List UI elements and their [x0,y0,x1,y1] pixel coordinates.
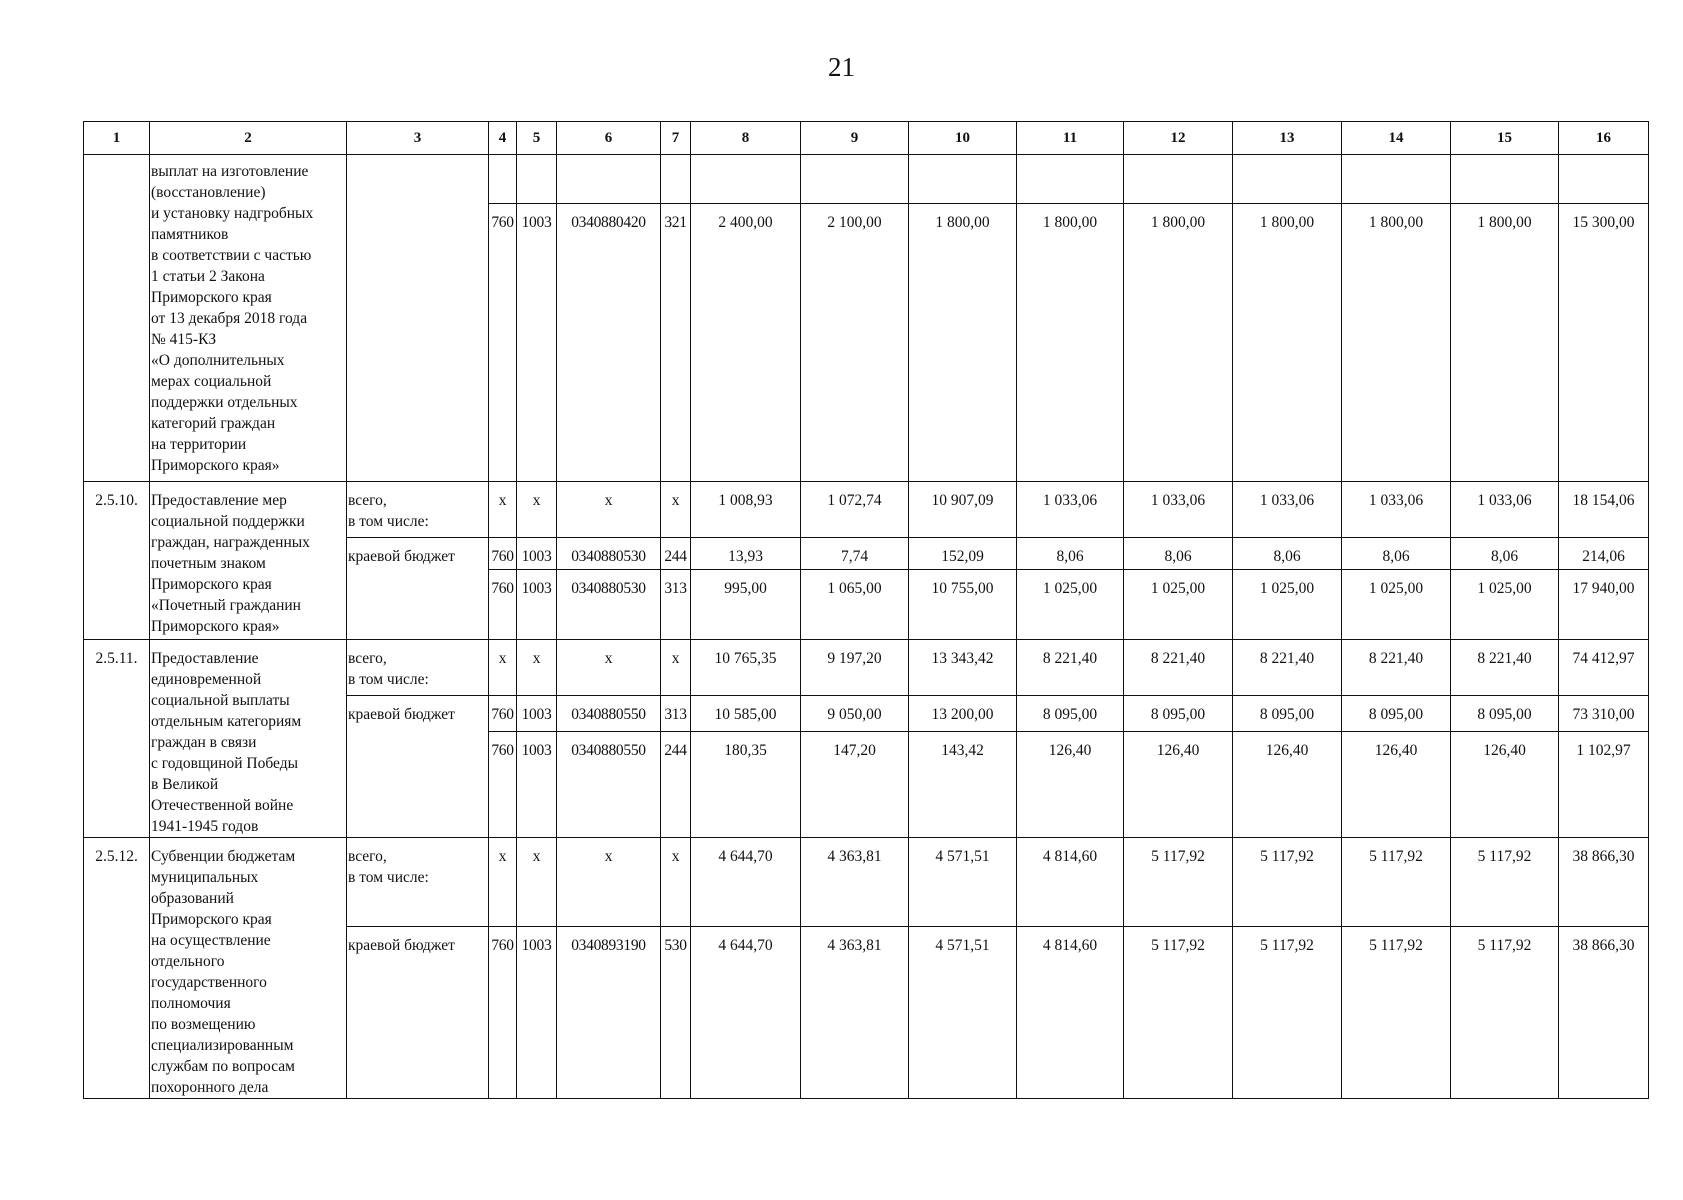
value-cell: 2 400,00 [691,204,801,482]
value-cell: 126,40 [1017,732,1124,838]
value-cell: 1 033,06 [1124,482,1233,538]
code-cell: 0340893190 [557,926,661,1098]
header-col: 13 [1233,122,1342,155]
code-cell: 0340880530 [557,570,661,640]
value-cell: 5 117,92 [1451,838,1559,927]
total-label: всего, в том числе: [347,482,489,538]
value-cell: 126,40 [1233,732,1342,838]
item-description: Субвенции бюджетам муниципальных образований Приморского края на осуществление отдельного государственного полномочия по возмещению специализированным службам по вопросам похоронного дела [150,838,347,1099]
code-cell: 1003 [517,570,557,640]
code-cell: x [661,482,691,538]
value-cell: 152,09 [909,538,1017,570]
table-row [84,838,1649,927]
header-col: 5 [517,122,557,155]
code-cell: 0340880420 [557,204,661,482]
value-cell: 8 095,00 [1124,696,1233,732]
code-cell: 313 [661,696,691,732]
value-cell: 8 095,00 [1451,696,1559,732]
total-label: всего, в том числе: [347,838,489,927]
value-cell: 4 814,60 [1017,838,1124,927]
code-cell: 1003 [517,204,557,482]
value-cell: 8 221,40 [1233,640,1342,696]
code-cell: 760 [489,204,517,482]
budget-label: краевой бюджет [347,538,489,640]
value-cell: 1 025,00 [1451,570,1559,640]
budget-label: краевой бюджет [347,696,489,838]
value-cell: 13,93 [691,538,801,570]
header-col: 8 [691,122,801,155]
value-cell: 1 025,00 [1017,570,1124,640]
value-cell: 126,40 [1451,732,1559,838]
value-cell: 13 200,00 [909,696,1017,732]
value-cell: 73 310,00 [1559,696,1649,732]
value-cell: 5 117,92 [1124,926,1233,1098]
value-cell: 180,35 [691,732,801,838]
code-cell: 313 [661,570,691,640]
header-col: 9 [801,122,909,155]
value-cell: 126,40 [1342,732,1451,838]
value-cell: 5 117,92 [1451,926,1559,1098]
total-label: всего, в том числе: [347,640,489,696]
value-cell: 1 072,74 [801,482,909,538]
value-cell: 126,40 [1124,732,1233,838]
value-cell: 74 412,97 [1559,640,1649,696]
value-cell: 1 025,00 [1342,570,1451,640]
item-id: 2.5.12. [84,838,150,1099]
code-cell: x [489,482,517,538]
value-cell: 10 765,35 [691,640,801,696]
value-cell: 4 814,60 [1017,926,1124,1098]
code-cell: 760 [489,926,517,1098]
value-cell: 1 800,00 [909,204,1017,482]
value-cell: 4 571,51 [909,926,1017,1098]
header-col: 2 [150,122,347,155]
value-cell: 143,42 [909,732,1017,838]
header-col: 3 [347,122,489,155]
code-cell: x [661,838,691,927]
code-cell: 530 [661,926,691,1098]
value-cell: 8,06 [1451,538,1559,570]
code-cell: 1003 [517,696,557,732]
code-cell: 244 [661,732,691,838]
budget-table [83,121,1649,1099]
value-cell: 4 571,51 [909,838,1017,927]
code-cell: x [557,640,661,696]
value-cell: 13 343,42 [909,640,1017,696]
value-cell: 9 197,20 [801,640,909,696]
value-cell: 5 117,92 [1124,838,1233,927]
value-cell: 1 102,97 [1559,732,1649,838]
header-col: 10 [909,122,1017,155]
item-id: 2.5.11. [84,640,150,838]
value-cell: 147,20 [801,732,909,838]
value-cell: 1 800,00 [1342,204,1451,482]
code-cell: x [489,838,517,927]
table-row [84,482,1649,538]
value-cell: 8,06 [1124,538,1233,570]
item-description: Предоставление единовременной социальной выплаты отдельным категориям граждан в связи с годовщиной Победы в Великой Отечественной войне 1941-1945 годов [150,640,347,838]
header-col: 7 [661,122,691,155]
value-cell: 4 644,70 [691,926,801,1098]
value-cell: 995,00 [691,570,801,640]
page-number: 21 [828,52,855,82]
value-cell: 4 363,81 [801,926,909,1098]
value-cell: 7,74 [801,538,909,570]
code-cell: 1003 [517,732,557,838]
item-id-cell [84,155,150,482]
value-cell: 8,06 [1233,538,1342,570]
value-cell: 214,06 [1559,538,1649,570]
header-col: 15 [1451,122,1559,155]
value-cell: 5 117,92 [1342,838,1451,927]
value-cell: 8 221,40 [1342,640,1451,696]
header-col: 14 [1342,122,1451,155]
value-cell: 1 008,93 [691,482,801,538]
item-description: выплат на изготовление (восстановление) и установку надгробных памятников в соответствии с частью 1 статьи 2 Закона Приморского края от 13 декабря 2018 года № 415-КЗ «О дополнительных мерах социальной поддержки отдельных категорий граждан на территории Приморского края» [150,155,347,482]
value-cell: 1 800,00 [1017,204,1124,482]
value-cell: 1 800,00 [1451,204,1559,482]
code-cell: x [517,640,557,696]
value-cell: 38 866,30 [1559,838,1649,927]
value-cell: 4 644,70 [691,838,801,927]
code-cell: 760 [489,538,517,570]
value-cell: 1 033,06 [1233,482,1342,538]
header-col: 4 [489,122,517,155]
value-cell: 1 033,06 [1017,482,1124,538]
value-cell: 15 300,00 [1559,204,1649,482]
code-cell: 1003 [517,926,557,1098]
item-id: 2.5.10. [84,482,150,640]
value-cell: 1 033,06 [1342,482,1451,538]
value-cell: 1 025,00 [1124,570,1233,640]
header-col: 6 [557,122,661,155]
header-col: 16 [1559,122,1649,155]
value-cell: 5 117,92 [1233,926,1342,1098]
table-row [84,640,1649,696]
value-cell: 8 095,00 [1342,696,1451,732]
value-cell: 10 907,09 [909,482,1017,538]
code-cell: 760 [489,570,517,640]
value-cell: 1 800,00 [1233,204,1342,482]
item-description: Предоставление мер социальной поддержки граждан, награжденных почетным знаком Приморского края «Почетный гражданин Приморского края» [150,482,347,640]
value-cell: 1 065,00 [801,570,909,640]
value-cell: 1 800,00 [1124,204,1233,482]
code-cell: 1003 [517,538,557,570]
value-cell: 10 755,00 [909,570,1017,640]
header-col: 1 [84,122,150,155]
code-cell: 0340880530 [557,538,661,570]
code-cell: 244 [661,538,691,570]
code-cell: 321 [661,204,691,482]
table-row [84,155,1649,204]
value-cell: 2 100,00 [801,204,909,482]
code-cell: 0340880550 [557,696,661,732]
value-cell: 5 117,92 [1233,838,1342,927]
code-cell: 760 [489,696,517,732]
code-cell: 0340880550 [557,732,661,838]
value-cell: 1 033,06 [1451,482,1559,538]
header-row [84,122,1649,155]
funding-source-cell [347,155,489,482]
value-cell: 5 117,92 [1342,926,1451,1098]
code-cell: x [517,838,557,927]
value-cell: 17 940,00 [1559,570,1649,640]
value-cell: 8 095,00 [1233,696,1342,732]
value-cell: 8,06 [1017,538,1124,570]
value-cell: 9 050,00 [801,696,909,732]
code-cell: x [557,838,661,927]
value-cell: 8 221,40 [1124,640,1233,696]
code-cell: x [489,640,517,696]
value-cell: 4 363,81 [801,838,909,927]
value-cell: 10 585,00 [691,696,801,732]
code-cell: x [661,640,691,696]
value-cell: 1 025,00 [1233,570,1342,640]
code-cell: x [517,482,557,538]
value-cell: 18 154,06 [1559,482,1649,538]
value-cell: 8,06 [1342,538,1451,570]
budget-label: краевой бюджет [347,926,489,1098]
header-col: 12 [1124,122,1233,155]
code-cell: x [557,482,661,538]
header-col: 11 [1017,122,1124,155]
code-cell: 760 [489,732,517,838]
value-cell: 38 866,30 [1559,926,1649,1098]
value-cell: 8 095,00 [1017,696,1124,732]
value-cell: 8 221,40 [1017,640,1124,696]
value-cell: 8 221,40 [1451,640,1559,696]
